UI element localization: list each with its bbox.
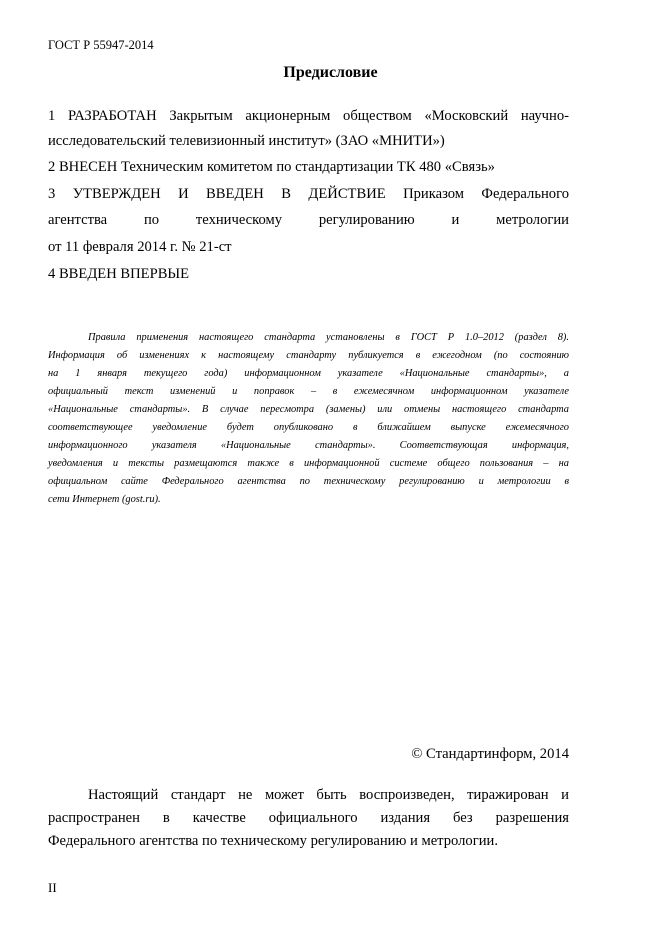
item-3-line-2: агентства по техническому регулированию и метрологии [48, 212, 569, 228]
note-line: сети Интернет (gost.ru). [48, 494, 161, 505]
item-3-line-3: от 11 февраля 2014 г. № 21-ст [48, 239, 232, 255]
notice-line: Настоящий стандарт не может быть воспроизведен, тиражирован и [88, 787, 569, 803]
note-line: соответствующее уведомление будет опубликовано в ближайшем выпуске ежемесячного [48, 422, 569, 433]
reproduction-notice [48, 784, 569, 853]
note-line: Информация об изменениях к настоящему стандарту публикуется в ежегодном (по состоянию [48, 350, 569, 361]
page-number: II [48, 880, 57, 895]
application-note [48, 329, 569, 509]
item-2: 2 ВНЕСЕН Техническим комитетом по стандартизации ТК 480 «Связь» [48, 159, 495, 175]
note-line: официальный текст изменений и поправок – в ежемесячном информационном указателе [48, 386, 569, 397]
notice-line: Федерального агентства по техническому регулированию и метрологии. [48, 833, 498, 849]
page-title: Предисловие [283, 64, 378, 81]
item-1-line-2: исследовательский телевизионный институт» (ЗАО «МНИТИ») [48, 133, 445, 149]
item-1-line-1: 1 РАЗРАБОТАН Закрытым акционерным обществом «Московский научно- [48, 108, 569, 124]
item-4: 4 ВВЕДЕН ВПЕРВЫЕ [48, 266, 190, 282]
document-header: ГОСТ Р 55947-2014 [48, 38, 154, 52]
note-line: «Национальные стандарты». В случае пересмотра (замены) или отмены настоящего стандарта [48, 404, 569, 415]
note-line: информационного указателя «Национальные стандарты». Соответствующая информация, [48, 440, 569, 451]
note-line: официальном сайте Федерального агентства по техническому регулированию и метрологии в [48, 476, 569, 487]
note-line: уведомления и тексты размещаются также в информационной системе общего пользования – на [48, 458, 569, 469]
notice-line: распространен в качестве официального издания без разрешения [48, 810, 569, 826]
copyright: © Стандартинформ, 2014 [411, 746, 569, 762]
note-line: Правила применения настоящего стандарта установлены в ГОСТ Р 1.0–2012 (раздел 8). [88, 332, 569, 343]
note-line: на 1 января текущего года) информационном указателе «Национальные стандарты», а [48, 368, 569, 379]
item-3-line-1: 3 УТВЕРЖДЕН И ВВЕДЕН В ДЕЙСТВИЕ Приказом Федерального [48, 186, 569, 202]
